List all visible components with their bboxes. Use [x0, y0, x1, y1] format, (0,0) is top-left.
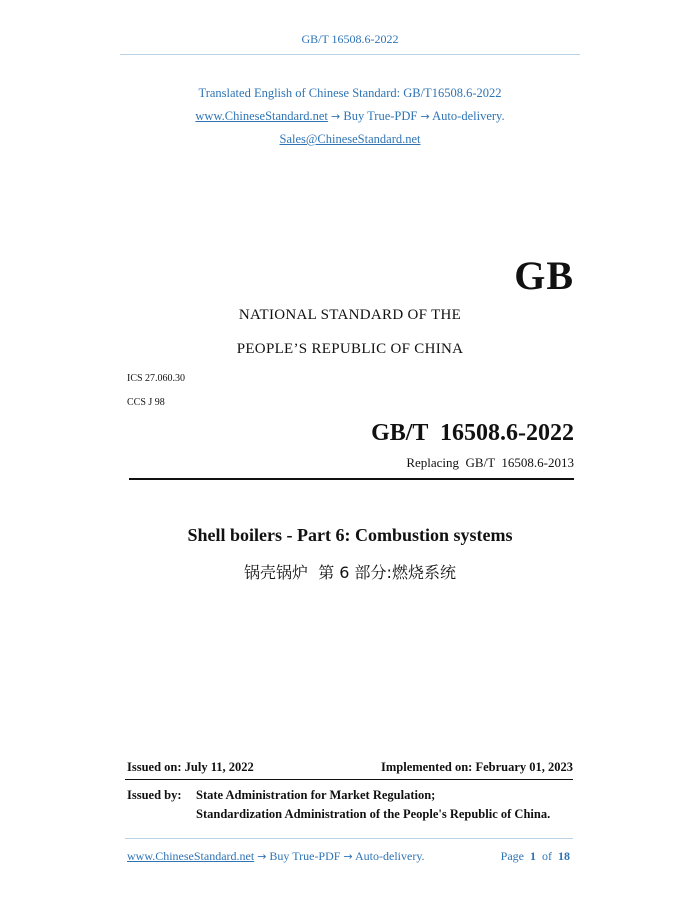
ics-code: ICS 27.060.30: [127, 373, 186, 384]
issued-date: Issued on: July 11, 2022: [127, 760, 254, 774]
arrow-right-icon: →: [331, 110, 341, 123]
arrow-right-icon: →: [257, 850, 267, 863]
arrow-right-icon: →: [420, 110, 430, 123]
implemented-date: Implemented on: February 01, 2023: [381, 760, 573, 774]
footer-auto-delivery-text: Auto-delivery.: [355, 849, 425, 863]
national-standard-line2: PEOPLE’S REPUBLIC OF CHINA: [236, 341, 464, 357]
issuer-line2: Standardization Administration of the People's Republic of China.: [196, 807, 551, 821]
header-divider: [120, 54, 580, 55]
arrow-right-icon: →: [343, 850, 353, 863]
of-label: of: [542, 849, 552, 863]
site-link[interactable]: www.ChineseStandard.net: [195, 109, 328, 123]
footer-buy-pdf-text: Buy True-PDF: [269, 849, 341, 863]
footer-divider: [125, 838, 573, 839]
document-title: Shell boilers - Part 6: Combustion systems: [187, 525, 513, 545]
email-line: [0, 132, 700, 147]
standard-number: GB/T 16508.6-2022: [371, 420, 574, 446]
page-indicator: [501, 849, 570, 864]
footer-site-link[interactable]: www.ChineseStandard.net: [127, 849, 255, 863]
replacing-note: Replacing GB/T 16508.6-2013: [406, 455, 574, 470]
translation-notice: Translated English of Chinese Standard: GB/T16508.6-2022: [198, 86, 502, 100]
page-total: 18: [558, 849, 570, 863]
purchase-line: [0, 109, 700, 124]
sales-email-link[interactable]: Sales@ChineseStandard.net: [279, 132, 421, 146]
page-label: Page: [500, 849, 524, 863]
running-header: GB/T 16508.6-2022: [301, 32, 399, 46]
ccs-code: CCS J 98: [127, 397, 165, 408]
title-divider: [129, 478, 574, 480]
page-number: 1: [530, 849, 536, 863]
auto-delivery-text: Auto-delivery.: [432, 109, 505, 123]
issuer-line1: State Administration for Market Regulation;: [196, 788, 436, 802]
issued-by-label: Issued by:: [127, 788, 182, 802]
gb-logo: GB: [514, 253, 574, 298]
dates-divider: [125, 779, 573, 780]
national-standard-line1: NATIONAL STANDARD OF THE: [238, 307, 462, 323]
footer-purchase-line: [127, 849, 425, 864]
document-title-chinese: 锅壳锅炉 第 6 部分:燃烧系统: [244, 563, 456, 582]
buy-pdf-text: Buy True-PDF: [343, 109, 418, 123]
